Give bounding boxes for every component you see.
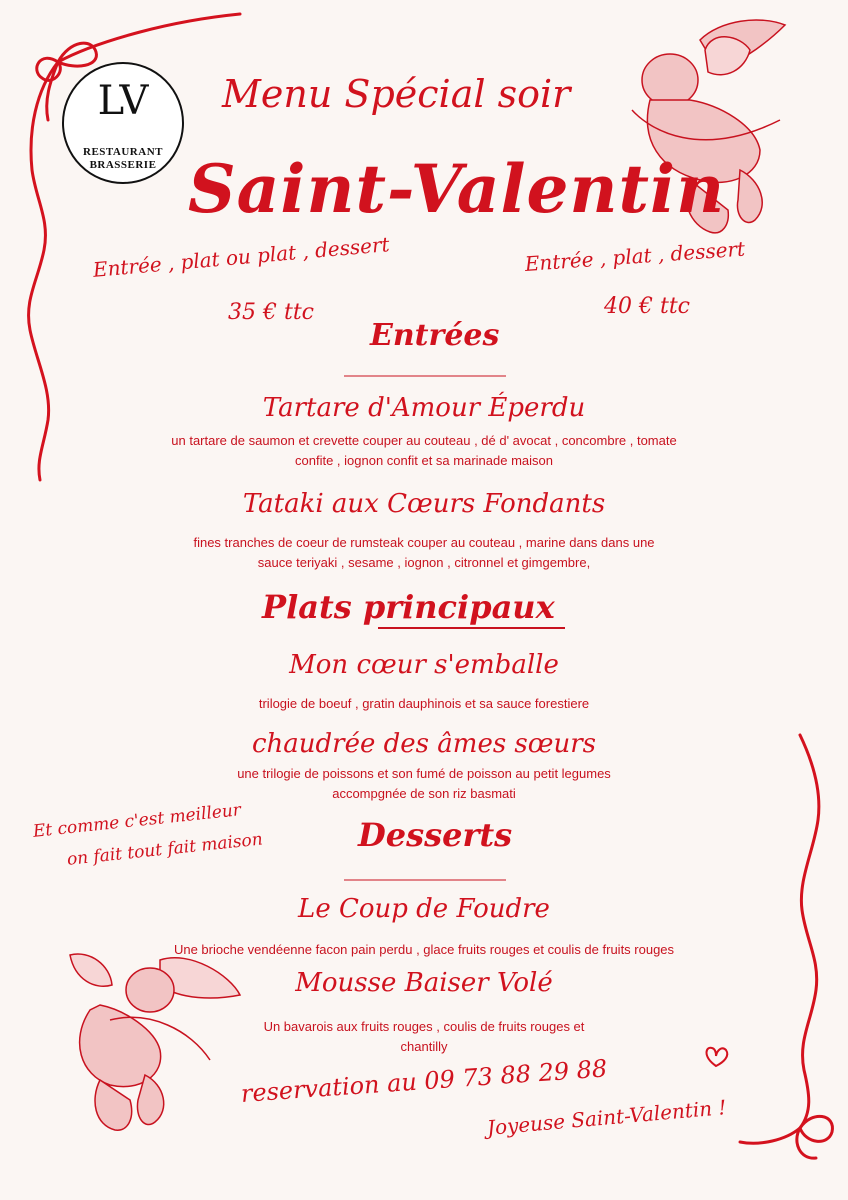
section-heading-entrees: Entrées [370, 318, 500, 353]
aside-note-line: on fait tout fait maison [66, 829, 264, 870]
dish-description-line: une trilogie de poissons et son fumé de poisson au petit legumes [237, 766, 611, 781]
formula-right-text: Entrée , plat , dessert [524, 236, 746, 276]
dish-description-line: chantilly [400, 1039, 448, 1054]
dish-description-line: un tartare de saumon et crevette couper au couteau , dé d' avocat , concombre , tomate [171, 433, 677, 448]
section-heading-desserts: Desserts [358, 816, 513, 854]
formula-left-text: Entrée , plat ou plat , dessert [92, 232, 391, 282]
formula-right-price: 40 € ttc [604, 294, 690, 319]
dish-description [0, 940, 848, 960]
restaurant-logo [62, 62, 184, 184]
dish-description-line: confite , iognon confit et sa marinade maison [295, 453, 553, 468]
dish-description [0, 1017, 848, 1057]
logo-line-restaurant: RESTAURANT [83, 146, 163, 158]
dish-name: Mon cœur s'emballe [289, 650, 559, 680]
logo-line-brasserie: BRASSERIE [89, 159, 157, 171]
dish-description [0, 431, 848, 471]
dish-description-line: Une brioche vendéenne facon pain perdu , glace fruits rouges et coulis de fruits rouges [173, 942, 675, 957]
menu-subtitle: Menu Spécial soir [222, 72, 571, 116]
dish-description [0, 694, 848, 714]
formula-left-price: 35 € ttc [228, 300, 314, 325]
dish-description-line: accompgnée de son riz basmati [332, 786, 516, 801]
dish-description [0, 533, 848, 573]
dish-name: Tartare d'Amour Éperdu [262, 393, 586, 423]
dish-description-line: fines tranches de coeur de rumsteak couper au couteau , marine dans dans une [193, 535, 655, 550]
dish-name: chaudrée des âmes sœurs [251, 729, 597, 759]
aside-note-line: Et comme c'est meilleur [32, 800, 242, 842]
dish-description-line: trilogie de boeuf , gratin dauphinois et sa sauce forestiere [258, 696, 590, 711]
section-heading-plats: Plats principaux [262, 588, 555, 626]
reservation-phone: reservation au 09 73 88 29 88 [240, 1054, 609, 1108]
dish-description-line: sauce teriyaki , sesame , iognon , citronnel et gimgembre, [257, 555, 591, 570]
closing-wishes: Joyeuse Saint-Valentin ! [486, 1095, 728, 1140]
dish-description-line: Un bavarois aux fruits rouges , coulis de fruits rouges et [263, 1019, 585, 1034]
logo-mark: LV [97, 78, 149, 124]
dish-name: Tataki aux Cœurs Fondants [242, 489, 606, 519]
dish-description [0, 764, 848, 804]
dish-name: Mousse Baiser Volé [295, 968, 553, 998]
dish-name: Le Coup de Foudre [298, 894, 550, 924]
menu-title: Saint-Valentin [188, 150, 726, 228]
